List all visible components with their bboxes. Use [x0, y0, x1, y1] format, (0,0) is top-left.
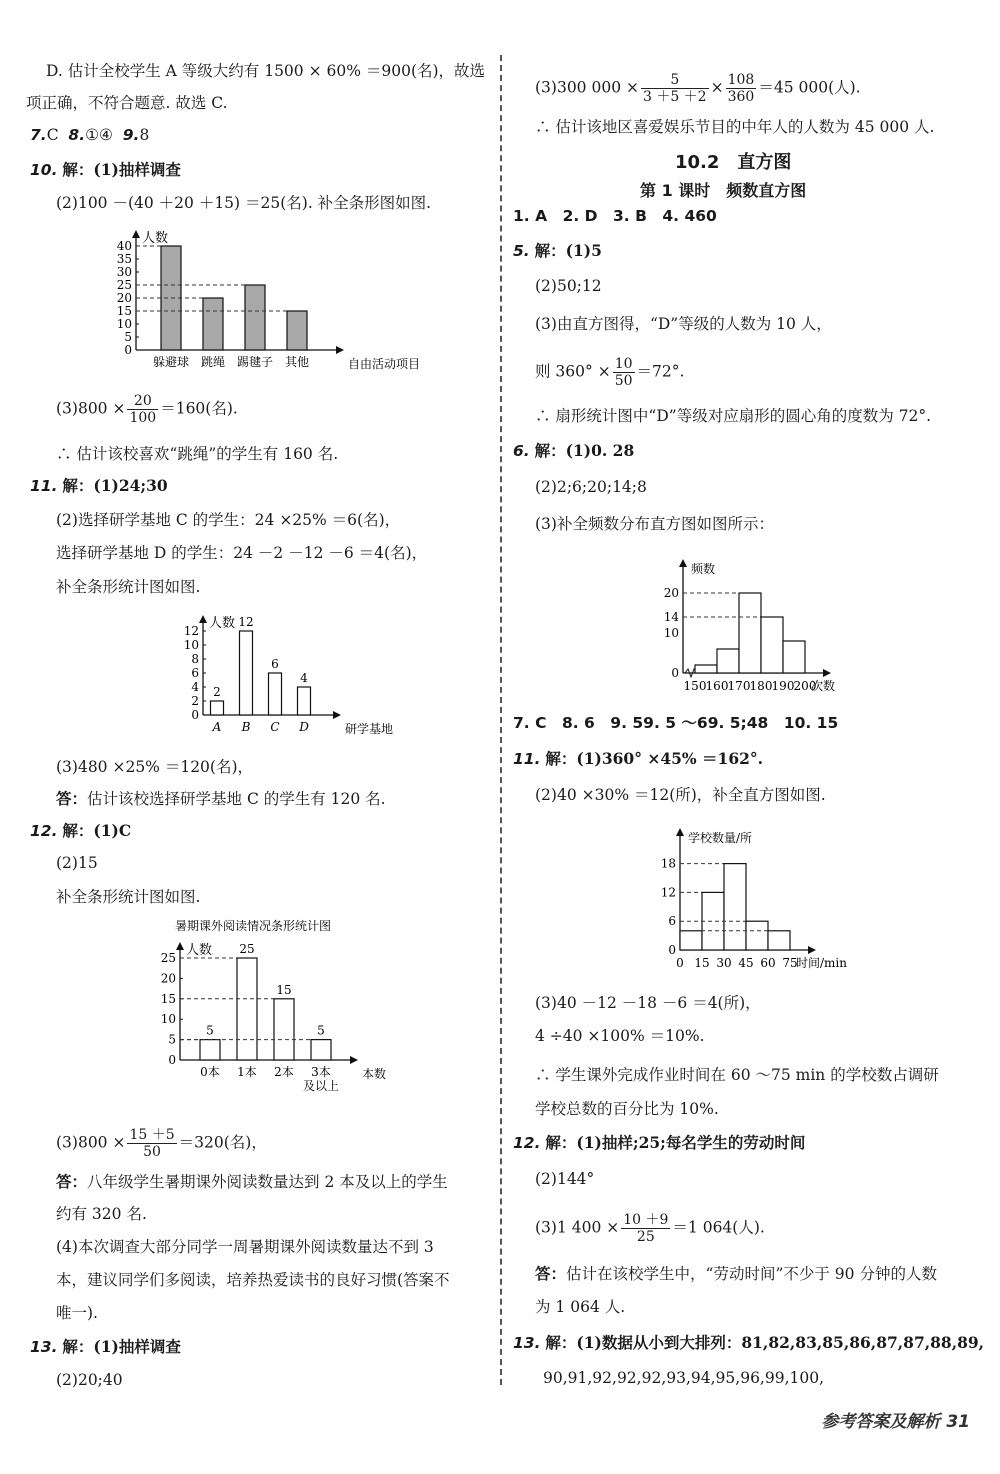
histogram-bar — [761, 617, 783, 673]
text-line: (2)144° — [535, 1170, 595, 1188]
y-tick-label: 20 — [663, 586, 679, 600]
q5-4: 则 360° × $\frac{10}{50}$ ＝72°. — [535, 356, 685, 389]
text-line: (3)补全频数分布直方图如图所示： — [535, 515, 774, 533]
text-line: (2)20;40 — [56, 1371, 123, 1389]
bar — [274, 999, 294, 1060]
y-axis-arrow — [679, 559, 687, 567]
column-divider — [500, 55, 502, 1385]
q6-head: 6. 解：(1)0. 28 — [513, 441, 635, 460]
histogram-bar — [724, 864, 746, 950]
subsection-title: 第 1 课时 频数直方图 — [640, 181, 807, 200]
x-axis-label: 时间/min — [796, 956, 847, 970]
y-tick-label: 4 — [191, 680, 199, 694]
chart-reading — [140, 918, 400, 1103]
page-footer: 参考答案及解析 31 — [821, 1412, 970, 1432]
chart-title: 暑期课外阅读情况条形统计图 — [175, 919, 332, 933]
q10-head: 10. 解：(1)抽样调查 — [30, 160, 181, 179]
chart-bases — [155, 605, 394, 745]
y-tick-label: 18 — [660, 856, 676, 871]
r1: (3)300 000 × $\frac{5}{3 +5 +2}$ × $\frac{108}{360}$ ＝45 000(人). — [535, 72, 861, 105]
q11r-head: 11. 解：(1)360° ×45% ＝162°. — [513, 749, 764, 768]
bin-label: 60 — [760, 956, 776, 970]
q5-head: 5. 解：(1)5 — [513, 241, 602, 260]
x-axis-arrow — [823, 669, 831, 677]
answers-7-10: 7. C 8. 6 9. 59. 5 ～69. 5;48 10. 15 — [513, 714, 839, 732]
category-label: 其他 — [284, 355, 310, 369]
bin-label: 0 — [676, 956, 684, 970]
text-line: 选择研学基地 D 的学生：24 －2 －12 －6 ＝4(名)， — [56, 544, 428, 562]
histogram-bar — [680, 931, 702, 950]
q10-3: (3)800 × $\frac{20}{100}$ ＝160(名). — [56, 393, 238, 426]
bar — [269, 673, 282, 715]
category-label: A — [212, 720, 222, 734]
text-line: 为 1 064 人. — [535, 1298, 626, 1316]
bar — [237, 958, 257, 1060]
text-line: (2)15 — [56, 854, 98, 872]
category-label: 及以上 — [302, 1079, 340, 1093]
bin-label: 75 — [782, 956, 798, 970]
q12-head: 12. 解：(1)C — [30, 821, 132, 840]
text-line: (2)50;12 — [535, 277, 602, 295]
bin-label: 15 — [694, 956, 710, 970]
data-label: 25 — [239, 942, 255, 956]
histogram-bar — [717, 649, 739, 673]
answers-7-9: 7.C 8.①④ 9.8 — [30, 126, 150, 144]
text-line: ∴ 估计该地区喜爱娱乐节目的中年人的人数为 45 000 人. — [535, 118, 935, 136]
bin-label: 190 — [771, 679, 795, 693]
y-tick-label: 10 — [663, 626, 679, 640]
y-tick-label: 0 — [191, 708, 199, 722]
data-label: 12 — [238, 615, 254, 629]
y-tick-label: 15 — [116, 304, 132, 318]
q12r-answer: 答：估计在该校学生中，“劳动时间”不少于 90 分钟的人数 — [535, 1264, 937, 1283]
y-tick-label: 0 — [124, 343, 132, 357]
q12r-3: (3)1 400 × $\frac{10 +9}{25}$ ＝1 064(人). — [535, 1212, 765, 1245]
bar — [203, 298, 223, 350]
histogram-bar — [768, 931, 790, 950]
y-axis-label: 学校数量/所 — [688, 831, 753, 845]
data-label: 2 — [213, 685, 221, 699]
category-label: 2本 — [274, 1065, 294, 1079]
category-label: D — [299, 720, 309, 734]
y-tick-label: 2 — [191, 694, 199, 708]
y-tick-label: 6 — [191, 666, 199, 680]
y-tick-label: 15 — [160, 991, 176, 1006]
y-tick-label: 5 — [168, 1032, 176, 1047]
text-line: ∴ 学生课外完成作业时间在 60 ～75 min 的学校数占调研 — [535, 1066, 939, 1084]
category-label: 3本 — [311, 1065, 331, 1079]
q11-head: 11. 解：(1)24;30 — [30, 476, 168, 495]
q13r-head: 13. 解：(1)数据从小到大排列：81,82,83,85,86,87,87,88,89, — [513, 1333, 985, 1352]
data-label: 4 — [300, 671, 308, 685]
bin-label: 180 — [749, 679, 773, 693]
text-line: 4 ÷40 ×100% ＝10%. — [535, 1027, 705, 1045]
bar — [298, 687, 311, 715]
y-tick-label: 10 — [160, 1012, 176, 1027]
data-label: 5 — [206, 1023, 214, 1038]
y-tick-label: 14 — [663, 610, 679, 624]
bar — [245, 285, 265, 350]
y-tick-label: 12 — [183, 624, 199, 638]
category-label: 踢毽子 — [236, 355, 274, 369]
chart-frequency — [645, 545, 855, 695]
y-tick-label: 35 — [116, 252, 132, 266]
y-axis-label: 人数 — [209, 616, 236, 631]
category-label: 1本 — [237, 1065, 257, 1079]
text-line: 项正确，不符合题意. 故选 C. — [26, 94, 228, 112]
text-line: 约有 320 名. — [56, 1205, 147, 1223]
y-axis-arrow — [199, 615, 207, 623]
x-axis-arrow — [350, 1056, 358, 1064]
histogram-bar — [746, 921, 768, 950]
histogram-bar — [702, 892, 724, 950]
text-line: (4)本次调查大部分同学一周暑期课外阅读数量达不到 3 — [56, 1238, 434, 1256]
text-line: (2)2;6;20;14;8 — [535, 478, 647, 496]
y-axis-label: 人数 — [142, 231, 169, 246]
chart-homework-time — [650, 815, 870, 975]
bin-label: 45 — [738, 956, 754, 970]
histogram-bar — [695, 665, 717, 673]
q13-head: 13. 解：(1)抽样调查 — [30, 1337, 181, 1356]
category-label: 躲避球 — [152, 355, 190, 369]
y-axis-arrow — [132, 230, 140, 238]
q12-3: (3)800 × $\frac{15 +5}{50}$ ＝320(名)， — [56, 1127, 267, 1160]
text-line: 补全条形统计图如图. — [56, 888, 201, 906]
bar — [240, 631, 253, 715]
y-tick-label: 25 — [160, 951, 176, 965]
y-axis-arrow — [176, 942, 184, 950]
y-axis-arrow — [676, 828, 684, 836]
histogram-bar — [783, 641, 805, 673]
x-axis-label: 本数 — [362, 1067, 387, 1081]
text-line: (3)40 －12 －18 －6 ＝4(所)， — [535, 994, 761, 1012]
text-line: D. 估计全校学生 A 等级大约有 1500 × 60% ＝900(名)，故选 — [46, 62, 486, 80]
y-tick-label: 10 — [116, 317, 132, 331]
text-line: ∴ 扇形统计图中“D”等级对应扇形的圆心角的度数为 72°. — [535, 407, 932, 425]
q12r-head: 12. 解：(1)抽样;25;每名学生的劳动时间 — [513, 1133, 806, 1152]
x-axis-label: 次数 — [811, 679, 836, 693]
y-tick-label: 0 — [671, 666, 679, 680]
q12-answer: 答：八年级学生暑期课外阅读数量达到 2 本及以上的学生 — [56, 1172, 448, 1191]
answers-1-4: 1. A 2. D 3. B 4. 460 — [513, 207, 717, 225]
bar — [211, 701, 224, 715]
text-line: 本，建议同学们多阅读，培养热爱读书的良好习惯(答案不 — [56, 1271, 450, 1289]
text-line: (2)40 ×30% ＝12(所)，补全直方图如图. — [535, 786, 826, 804]
x-axis-arrow — [808, 946, 816, 954]
x-axis-label: 研学基地 — [345, 722, 394, 736]
category-label: B — [241, 720, 251, 734]
x-axis-arrow — [336, 346, 344, 354]
q11-answer: 答：估计该校选择研学基地 C 的学生有 120 名. — [56, 789, 386, 808]
y-tick-label: 20 — [160, 971, 176, 986]
y-tick-label: 6 — [668, 914, 676, 929]
histogram-bar — [739, 593, 761, 673]
data-label: 15 — [276, 982, 292, 997]
category-label: 跳绳 — [200, 355, 226, 369]
y-axis-label: 频数 — [691, 562, 716, 576]
y-tick-label: 0 — [168, 1053, 176, 1067]
bin-label: 30 — [716, 956, 732, 970]
bin-label: 150 — [683, 679, 707, 693]
y-tick-label: 10 — [183, 638, 199, 652]
category-label: 0本 — [200, 1065, 220, 1079]
y-tick-label: 8 — [191, 652, 199, 666]
chart-activities — [108, 222, 421, 377]
text-line: 90,91,92,92,92,93,94,95,96,99,100, — [543, 1369, 825, 1387]
y-tick-label: 30 — [116, 265, 132, 279]
text-line: (3)由直方图得，“D”等级的人数为 10 人， — [535, 315, 832, 333]
section-title: 10.2 直方图 — [675, 152, 792, 173]
bin-label: 200 — [793, 679, 817, 693]
bin-label: 170 — [727, 679, 751, 693]
category-label: C — [270, 720, 280, 734]
bar — [287, 311, 307, 350]
y-tick-label: 5 — [124, 330, 132, 344]
bar — [311, 1040, 331, 1060]
text-line: ∴ 估计该校喜欢“跳绳”的学生有 160 名. — [56, 445, 339, 463]
text-line: 学校总数的百分比为 10%. — [535, 1100, 719, 1118]
y-tick-label: 20 — [116, 291, 132, 305]
bar — [200, 1040, 220, 1060]
data-label: 6 — [271, 657, 279, 671]
x-axis-label: 自由活动项目 — [348, 357, 421, 371]
y-axis-label: 人数 — [186, 943, 213, 958]
y-tick-label: 40 — [116, 239, 132, 253]
text-line: (2)100 －(40 ＋20 ＋15) ＝25(名). 补全条形图如图. — [56, 194, 432, 212]
x-axis-arrow — [333, 711, 341, 719]
y-tick-label: 12 — [660, 885, 676, 900]
bin-label: 160 — [705, 679, 729, 693]
text-line: (2)选择研学基地 C 的学生：24 ×25% ＝6(名)， — [56, 511, 401, 529]
y-tick-label: 0 — [668, 943, 676, 957]
data-label: 5 — [317, 1023, 325, 1038]
text-line: (3)480 ×25% ＝120(名)， — [56, 758, 254, 776]
text-line: 唯一). — [56, 1304, 98, 1322]
y-tick-label: 25 — [116, 278, 132, 292]
text-line: 补全条形统计图如图. — [56, 578, 201, 596]
